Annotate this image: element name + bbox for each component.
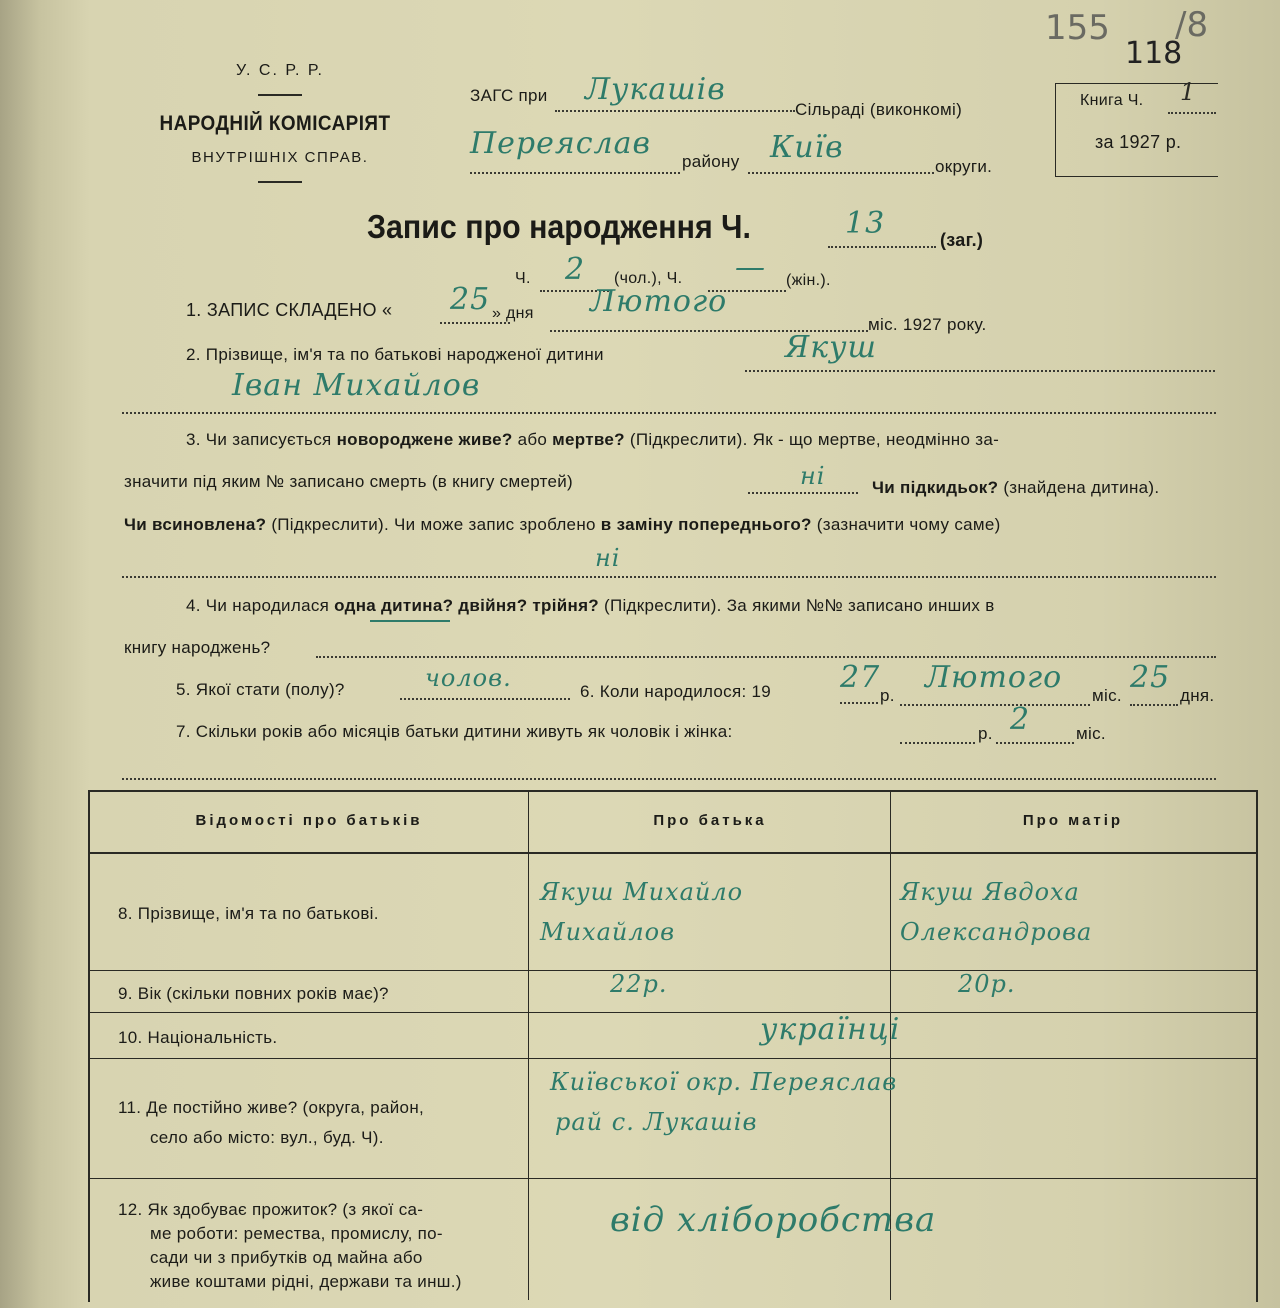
- table-header-info: Відомості про батьків: [195, 812, 423, 829]
- count-female: —: [735, 250, 766, 285]
- item2-line1: [745, 370, 1215, 372]
- commissariat-title: НАРОДНІЙ КОМІСАРІЯТ: [159, 112, 391, 135]
- record-title: Запис про народження Ч.: [367, 208, 751, 245]
- record-number: 13: [845, 206, 886, 241]
- book-number-line: [1168, 112, 1216, 114]
- item3-line4: [122, 576, 1216, 578]
- item3-death-line: [748, 492, 858, 494]
- item3-line3: [124, 515, 1001, 535]
- archive-number-small: /8: [1175, 5, 1209, 45]
- item2-label: 2. Прізвище, ім'я та по батькові народженої дитини: [186, 345, 604, 364]
- row8-father: Якуш Михайло Михайлов: [540, 878, 744, 946]
- table-row-divider-4: [88, 1178, 1256, 1179]
- item4-line1: [186, 596, 995, 616]
- record-number-line: [828, 246, 936, 248]
- row12-label-3: сади чи з прибутків од майна або: [150, 1248, 423, 1267]
- item7-extra-line: [122, 778, 1216, 780]
- item4-other: (Підкреслити). За якими №№ записано инших в: [604, 596, 995, 615]
- item3-replace: в заміну попереднього?: [600, 515, 812, 534]
- item7-months: 2: [1010, 702, 1031, 737]
- okrug-value: Київ: [770, 130, 844, 165]
- row12-label-2: ме роботи: ремества, промислу, по-: [150, 1224, 443, 1243]
- commissariat-subtitle: ВНУТРІШНІХ СПРАВ.: [191, 149, 369, 166]
- table-header-father: Про батька: [653, 812, 767, 829]
- item6-label: 6. Коли народилося: 19: [580, 682, 772, 701]
- item7-years-suffix: р.: [978, 724, 993, 743]
- item2-name: Іван Михайлов: [232, 368, 481, 403]
- count-male: 2: [565, 252, 586, 287]
- item6-day: 25: [1130, 660, 1171, 695]
- zags-village-value: Лукашів: [585, 72, 726, 107]
- row11-residence-2: рай с. Лукашів: [555, 1108, 758, 1136]
- table-header-mother: Про матір: [1022, 812, 1124, 829]
- item3-replace-q: (Підкреслити). Чи може запис зроблено: [271, 515, 596, 534]
- item6-day-line: [1130, 704, 1178, 706]
- book-year: за 1927 р.: [1095, 132, 1182, 152]
- zags-prefix: ЗАГС при: [470, 86, 548, 105]
- item3-foundling: Чи підкидьок?: [872, 478, 999, 497]
- table-header-divider: [88, 852, 1256, 854]
- item3-q1: 3. Чи записується: [186, 430, 332, 449]
- district-value: Переяслав: [470, 126, 651, 161]
- item6-day-suffix: дня.: [1180, 686, 1215, 705]
- state-name: У. С. Р. Р.: [235, 62, 324, 79]
- item3-adopted: Чи всиновлена?: [124, 515, 267, 534]
- item1-suffix: міс. 1927 року.: [868, 315, 987, 334]
- item4-line2: книгу народжень?: [124, 638, 271, 657]
- book-label: Книга Ч.: [1080, 92, 1144, 109]
- row11-label-1: 11. Де постійно живе? (округа, район,: [118, 1098, 425, 1117]
- item1-day: 25: [450, 282, 491, 317]
- row8-mother: Якуш Явдоха Олександрова: [900, 878, 1093, 946]
- item4-answer-line: [316, 656, 1216, 658]
- table-row-divider-1: [88, 970, 1256, 971]
- row12-label-1: 12. Як здобуває прожиток? (з якої са-: [118, 1200, 424, 1219]
- item3-replace-answer: ні: [595, 544, 621, 572]
- item3-line2-end: [872, 478, 1159, 498]
- item3-death-q: значити під яким № записано смерть (в книгу смертей): [124, 472, 574, 491]
- item3-line2: [124, 472, 573, 492]
- item4-underline: [370, 620, 450, 622]
- item1-day-label: » дня: [492, 305, 534, 322]
- header-rule-bottom: [258, 181, 302, 183]
- item7-years-line: [900, 742, 975, 744]
- okrug-line: [748, 172, 934, 174]
- count-male-label: (чол.), Ч.: [614, 270, 683, 287]
- row9-father: 22р.: [610, 970, 668, 998]
- row11-label-2: село або місто: вул., буд. Ч).: [150, 1128, 384, 1147]
- item3-found: (знайдена дитина).: [1003, 478, 1160, 497]
- item5-label: 5. Якої стати (полу)?: [176, 680, 345, 699]
- item4-options: одна дитина? двійня? трійня?: [334, 596, 599, 615]
- item3-line1: [186, 430, 999, 450]
- item6-year: 27: [840, 660, 881, 695]
- row10-label: 10. Національність.: [118, 1028, 278, 1047]
- row9-mother: 20р.: [958, 970, 1016, 998]
- item5-answer: чолов.: [425, 664, 512, 692]
- item1-label: 1. ЗАПИС СКЛАДЕНО «: [186, 300, 393, 320]
- district-line: [470, 172, 680, 174]
- count-female-label: (жін.).: [786, 272, 831, 289]
- item2-surname: Якуш: [785, 330, 877, 365]
- row10-nationality: українці: [760, 1012, 901, 1047]
- row8-label: 8. Прізвище, ім'я та по батькові.: [118, 904, 379, 923]
- zags-suffix: Сільраді (виконкомі): [795, 100, 963, 119]
- record-title-suffix: (заг.): [940, 230, 984, 250]
- count-prefix: Ч.: [515, 270, 531, 287]
- district-label: району: [682, 152, 740, 171]
- item3-why: (зазначити чому саме): [816, 515, 1001, 534]
- book-number: 1: [1180, 78, 1197, 106]
- table-row-divider-3: [88, 1058, 1256, 1059]
- item3-dead: мертве?: [552, 430, 625, 449]
- item4-q: 4. Чи народилася: [186, 596, 330, 615]
- item3-alive: новороджене живе?: [336, 430, 513, 449]
- item7-months-line: [996, 742, 1074, 744]
- archive-number-left: 155: [1045, 8, 1110, 48]
- item5-line: [400, 698, 570, 700]
- item6-year-suffix: р.: [880, 686, 895, 705]
- row12-livelihood: від хліборобства: [610, 1200, 937, 1240]
- item6-year-line: [840, 702, 878, 704]
- archive-number-right: 118: [1125, 36, 1183, 71]
- item6-month-line: [900, 704, 1090, 706]
- item6-month-suffix: міс.: [1092, 686, 1122, 705]
- table-row-divider-2: [88, 1012, 1256, 1013]
- row9-label: 9. Вік (скільки повних років має)?: [118, 984, 389, 1003]
- zags-village-line: [555, 110, 795, 112]
- okrug-label: округи.: [935, 157, 993, 176]
- row11-residence-1: Київської окр. Переяслав: [550, 1068, 898, 1096]
- item6-month: Лютого: [925, 660, 1063, 695]
- item7-months-suffix: міс.: [1076, 724, 1106, 743]
- item3-or: або: [517, 430, 548, 449]
- item3-instr: (Підкреслити). Як - що мертве, неодмінно за-: [629, 430, 1000, 449]
- row12-label-4: живе коштами рідні, держави та инш.): [150, 1272, 462, 1291]
- header-rule-top: [258, 94, 302, 96]
- item7-label: 7. Скільки років або місяців батьки дитини живуть як чоловік і жінка:: [176, 722, 733, 741]
- table-col-divider-1: [528, 790, 529, 1300]
- item3-death-answer: ні: [800, 462, 826, 490]
- item1-month: Лютого: [590, 284, 728, 319]
- item2-line2: [122, 412, 1216, 414]
